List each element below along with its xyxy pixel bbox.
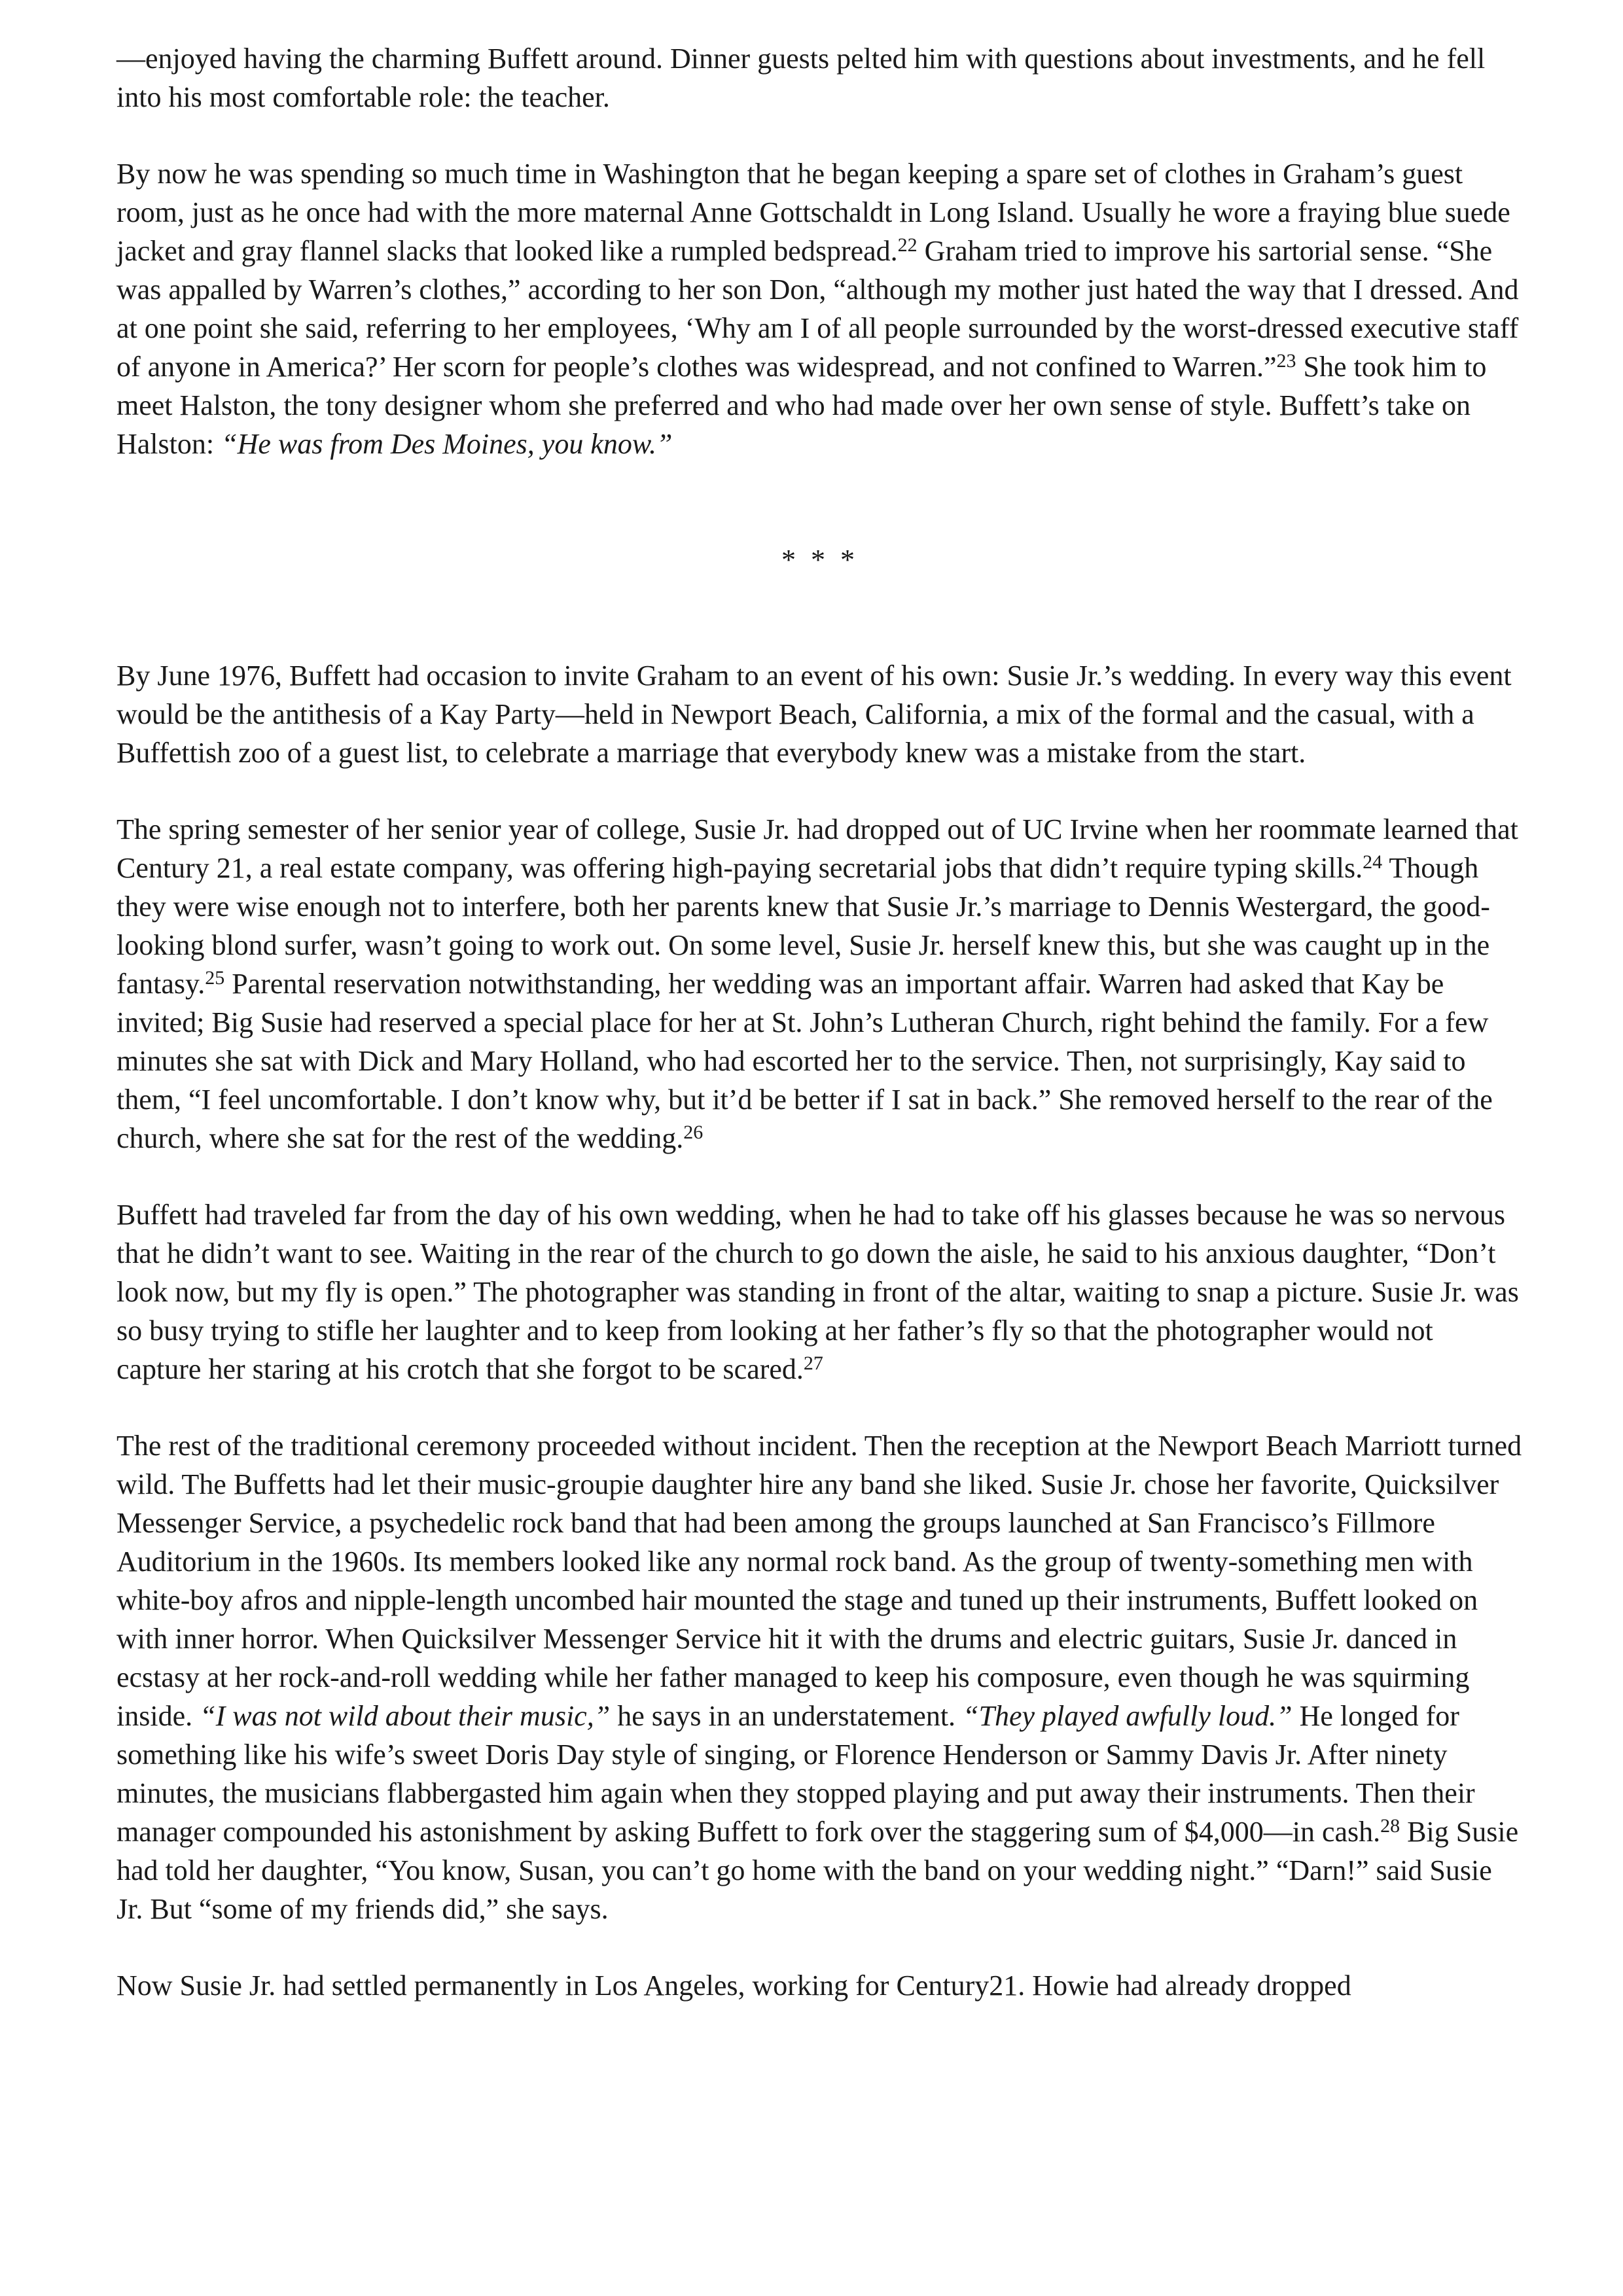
text-run: —enjoyed having the charming Buffett around. Dinner guests pelted him with questions about investments, and he fell into his most comfortable role: the teacher. bbox=[116, 43, 1486, 113]
footnote-marker: 28 bbox=[1380, 1815, 1400, 1837]
text-run: Parental reservation notwithstanding, her wedding was an important affair. Warren had asked that Kay be invited; Big Susie had reserved a special place for her at St. John’s Lutheran Church, right behind the family. For a few minutes she sat with Dick and Mary Holland, who had escorted her to the service. Then, not surprisingly, Kay said to them, “I feel uncomfortable. I don’t know why, but it’d be better if I sat in back.” She removed herself to the rear of the church, where she sat for the rest of the wedding. bbox=[116, 968, 1493, 1154]
footnote-marker: 26 bbox=[683, 1122, 704, 1143]
text-run: She took him to meet Halston, the tony designer whom she preferred and who had made over her own sense of style. Buffett’s take on Halston: bbox=[116, 351, 1487, 460]
text-run: Graham tried to improve his sartorial sense. “She was appalled by Warren’s clothes,” according to her son Don, “although my mother just hated the way that I dressed. And at one point she said, referring to her employees, ‘Why am I of all people surrounded by the worst-dressed executive staff of anyone in America?’ Her scorn for people’s clothes was widespread, and not confined to Warren.” bbox=[116, 235, 1519, 383]
paragraph bbox=[116, 1426, 1524, 1928]
paragraph bbox=[116, 1195, 1524, 1388]
text-run: By June 1976, Buffett had occasion to invite Graham to an event of his own: Susie Jr.’s wedding. In every way this event would be the antithesis of a Kay Party—held in Newport Beach, California, a mix of the formal and the casual, with a Buffettish zoo of a guest list, to celebrate a marriage that everybody knew was a mistake from the start. bbox=[116, 660, 1512, 769]
italic-quote: “I was not wild about their music,” bbox=[200, 1700, 611, 1732]
paragraph bbox=[116, 810, 1524, 1157]
paragraph bbox=[116, 656, 1524, 772]
text-run: The spring semester of her senior year of college, Susie Jr. had dropped out of UC Irvine when her roommate learned that Century 21, a real estate company, was offering high-paying secretarial jobs that didn’t require typing skills. bbox=[116, 813, 1518, 884]
text-run: Though they were wise enough not to interfere, both her parents knew that Susie Jr.’s marriage to Dennis Westergard, the good-looking blond surfer, wasn’t going to work out. On some level, Susie Jr. herself knew this, but she was caught up in the fantasy. bbox=[116, 852, 1490, 1000]
book-page bbox=[116, 39, 1524, 2043]
text-run: he says in an understatement. bbox=[610, 1700, 963, 1732]
text-run: Big Susie had told her daughter, “You know, Susan, you can’t go home with the band on your wedding night.” “Darn!” said Susie Jr. But “some of my friends did,” she says. bbox=[116, 1816, 1519, 1925]
text-run: He longed for something like his wife’s sweet Doris Day style of singing, or Florence Henderson or Sammy Davis Jr. After ninety minutes, the musicians flabbergasted him again when they stopped playing and put away their instruments. Then their manager compounded his astonishment by asking Buffett to fork over the staggering sum of $4,000—in cash. bbox=[116, 1700, 1475, 1848]
footnote-marker: 22 bbox=[897, 234, 918, 256]
paragraph bbox=[116, 39, 1524, 116]
text-run: Buffett had traveled far from the day of his own wedding, when he had to take off his glasses because he was so nervous that he didn’t want to see. Waiting in the rear of the church to go down the aisle, he said to his anxious daughter, “Don’t look now, but my fly is open.” The photographer was standing in front of the altar, waiting to snap a picture. Susie Jr. was so busy trying to stifle her laughter and to keep from looking at her father’s fly so that the photographer would not capture her staring at his crotch that she forgot to be scared. bbox=[116, 1199, 1519, 1385]
text-run: The rest of the traditional ceremony proceeded without incident. Then the reception at the Newport Beach Marriott turned wild. The Buffetts had let their music-groupie daughter hire any band she liked. Susie Jr. chose her favorite, Quicksilver Messenger Service, a psychedelic rock band that had been among the groups launched at San Francisco’s Fillmore Auditorium in the 1960s. Its members looked like any normal rock band. As the group of twenty-something men with white-boy afros and nipple-length uncombed hair mounted the stage and tuned up their instruments, Buffett looked on with inner horror. When Quicksilver Messenger Service hit it with the drums and electric guitars, Susie Jr. danced in ecstasy at her rock-and-roll wedding while her father managed to keep his composure, even though he was squirming inside. bbox=[116, 1430, 1522, 1732]
footnote-marker: 24 bbox=[1363, 851, 1383, 873]
footnote-marker: 23 bbox=[1276, 350, 1296, 372]
paragraph bbox=[116, 1966, 1524, 2005]
section-break: * * * bbox=[781, 544, 859, 576]
footnote-marker: 25 bbox=[205, 967, 225, 989]
paragraph bbox=[116, 154, 1524, 463]
text-run: Now Susie Jr. had settled permanently in Los Angeles, working for Century21. Howie had already dropped bbox=[116, 1969, 1351, 2002]
italic-quote: “They played awfully loud.” bbox=[963, 1700, 1293, 1732]
text-run: By now he was spending so much time in Washington that he began keeping a spare set of clothes in Graham’s guest room, just as he once had with the more maternal Anne Gottschaldt in Long Island. Usually he wore a fraying blue suede jacket and gray flannel slacks that looked like a rumpled bedspread. bbox=[116, 158, 1510, 267]
italic-quote: “He was from Des Moines, you know.” bbox=[221, 428, 673, 460]
footnote-marker: 27 bbox=[803, 1352, 823, 1374]
